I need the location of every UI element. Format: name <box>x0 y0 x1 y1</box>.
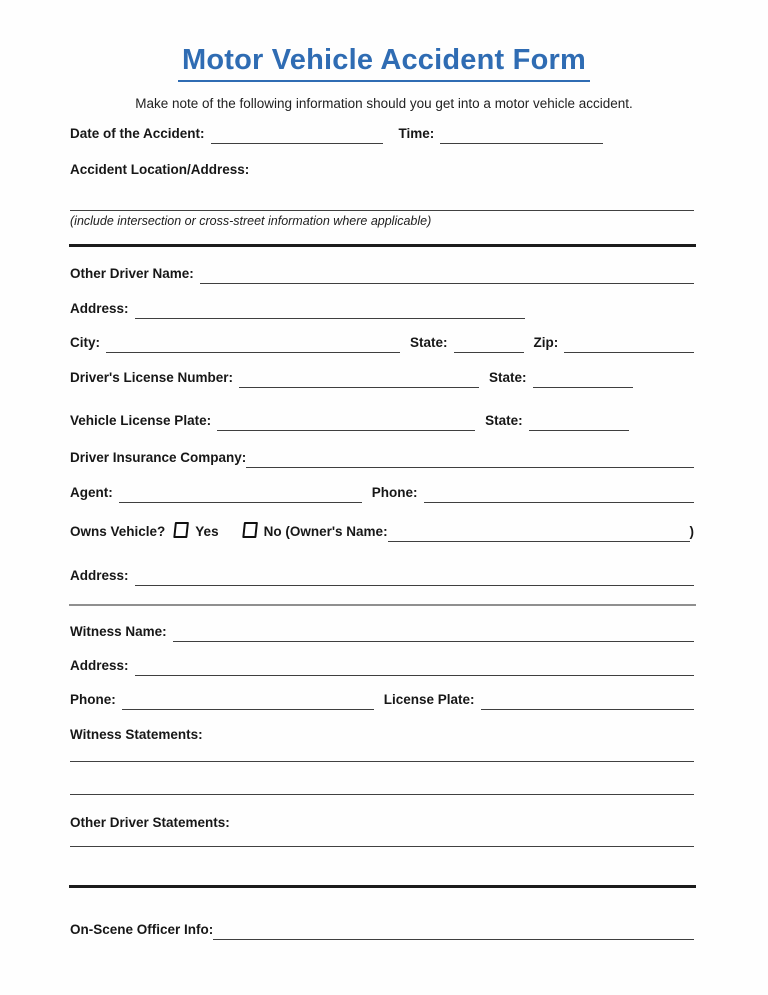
owner-name-input-line[interactable] <box>388 526 690 542</box>
other-driver-statements-line-1[interactable] <box>70 846 694 847</box>
zip-label: Zip: <box>533 335 559 351</box>
other-driver-address-input-line[interactable] <box>135 303 525 319</box>
drivers-license-number-label: Driver's License Number: <box>70 370 234 386</box>
field-row-drivers-license <box>70 370 694 386</box>
zip-input-line[interactable] <box>564 337 694 353</box>
state-label: State: <box>485 413 523 429</box>
vehicle-license-plate-input-line[interactable] <box>217 415 475 431</box>
agent-input-line[interactable] <box>119 487 362 503</box>
witness-license-plate-input-line[interactable] <box>481 694 694 710</box>
driver-insurance-company-label: Driver Insurance Company: <box>70 450 247 466</box>
witness-statements-line-2[interactable] <box>70 794 694 795</box>
state-label: State: <box>489 370 527 386</box>
drivers-license-number-input-line[interactable] <box>239 372 479 388</box>
date-label: Date of the Accident: <box>70 126 205 142</box>
section-divider-witness <box>69 604 696 606</box>
field-row-owner-address <box>70 568 694 584</box>
date-input-line[interactable] <box>211 128 383 144</box>
location-input-line[interactable] <box>70 210 694 211</box>
field-row-officer-info <box>70 922 694 938</box>
witness-name-label: Witness Name: <box>70 624 167 640</box>
address-label: Address: <box>70 301 129 317</box>
field-row-insurance-company <box>70 450 694 466</box>
field-row-witness-name <box>70 624 694 640</box>
other-driver-name-label: Other Driver Name: <box>70 266 194 282</box>
other-driver-statements-label: Other Driver Statements: <box>70 815 230 830</box>
plate-state-input-line[interactable] <box>529 415 629 431</box>
field-row-other-driver-statements <box>70 815 694 831</box>
section-divider-bottom <box>69 885 696 888</box>
owner-address-input-line[interactable] <box>135 570 694 586</box>
field-row-other-driver-address <box>70 301 694 317</box>
field-row-witness-statements <box>70 727 694 743</box>
field-row-location-label <box>70 162 694 178</box>
field-row-vehicle-plate <box>70 413 694 429</box>
yes-label: Yes <box>195 524 219 540</box>
page-title: Motor Vehicle Accident Form <box>178 44 590 82</box>
witness-address-input-line[interactable] <box>135 660 694 676</box>
city-input-line[interactable] <box>106 337 400 353</box>
owns-vehicle-no-checkbox[interactable] <box>242 522 258 538</box>
witness-statements-line-1[interactable] <box>70 761 694 762</box>
field-row-city-state-zip <box>70 335 694 351</box>
vehicle-license-plate-label: Vehicle License Plate: <box>70 413 212 429</box>
driver-insurance-company-input-line[interactable] <box>246 452 694 468</box>
field-row-witness-address <box>70 658 694 674</box>
header <box>0 44 768 82</box>
location-label: Accident Location/Address: <box>70 162 250 177</box>
address-label: Address: <box>70 568 129 584</box>
dl-state-input-line[interactable] <box>533 372 633 388</box>
license-plate-label: License Plate: <box>383 692 475 708</box>
no-owner-name-label: No (Owner's Name: <box>263 524 388 540</box>
agent-label: Agent: <box>70 485 113 501</box>
address-label: Address: <box>70 658 129 674</box>
other-driver-name-input-line[interactable] <box>200 268 694 284</box>
field-row-witness-phone-plate <box>70 692 694 708</box>
time-label: Time: <box>398 126 435 142</box>
owner-name-close-paren: ) <box>689 524 694 540</box>
owns-vehicle-label: Owns Vehicle? <box>70 524 166 540</box>
field-row-date-time <box>70 126 694 142</box>
on-scene-officer-info-label: On-Scene Officer Info: <box>70 922 214 938</box>
field-row-other-driver-name <box>70 266 694 282</box>
agent-phone-input-line[interactable] <box>424 487 695 503</box>
city-label: City: <box>70 335 100 351</box>
phone-label: Phone: <box>70 692 116 708</box>
witness-phone-input-line[interactable] <box>122 694 374 710</box>
section-divider-top <box>69 244 696 247</box>
location-hint: (include intersection or cross-street information where applicable) <box>70 214 432 228</box>
field-row-agent-phone <box>70 485 694 501</box>
form-instructions: Make note of the following information should you get into a motor vehicle accident. <box>135 96 633 111</box>
state-input-line[interactable] <box>454 337 524 353</box>
phone-label: Phone: <box>371 485 418 501</box>
owns-vehicle-yes-checkbox[interactable] <box>174 522 190 538</box>
witness-name-input-line[interactable] <box>173 626 694 642</box>
time-input-line[interactable] <box>440 128 603 144</box>
on-scene-officer-info-input-line[interactable] <box>213 924 694 940</box>
witness-statements-label: Witness Statements: <box>70 727 203 742</box>
state-label: State: <box>410 335 448 351</box>
field-row-owns-vehicle <box>70 523 694 540</box>
